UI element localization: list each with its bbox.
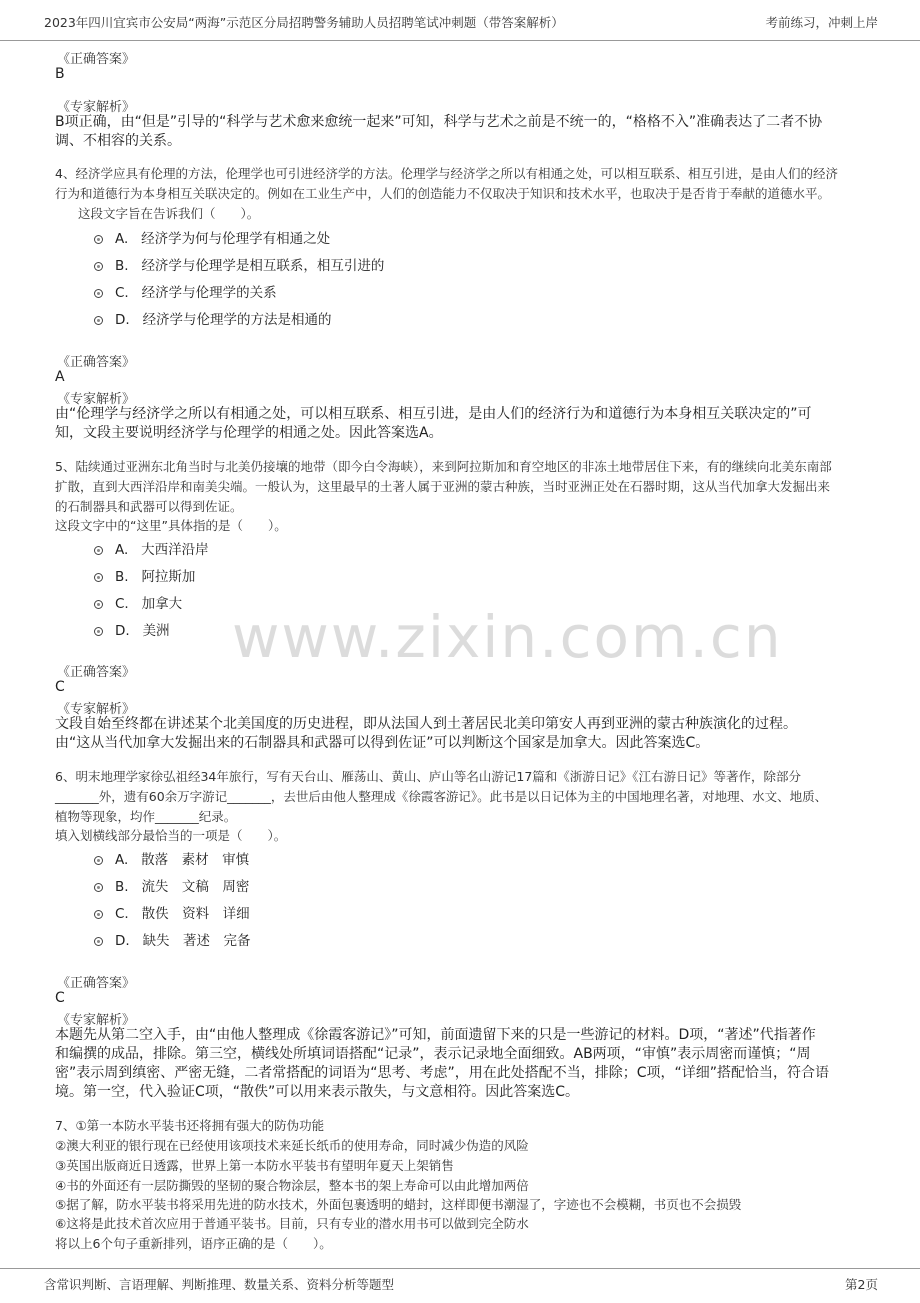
page-header bbox=[0, 0, 920, 41]
option-d[interactable] bbox=[115, 929, 251, 949]
option-text: 流失 文稿 周密 bbox=[141, 879, 250, 895]
radio-option-d[interactable] bbox=[94, 937, 103, 946]
option-letter: C. bbox=[115, 596, 129, 612]
answer-label: 《正确答案》 bbox=[57, 52, 136, 67]
option-letter: A. bbox=[115, 231, 129, 247]
question-stem-line: 扩散，直到大西洋沿岸和南美尖端。一般认为，这里最早的土著人属于亚洲的蒙古种族，当时亚洲正处在石器时期，这从当代加拿大发掘出来 bbox=[55, 479, 831, 494]
option-letter: D. bbox=[115, 312, 130, 328]
analysis-line: 调、不相容的关系。 bbox=[55, 133, 181, 149]
answer-value: C bbox=[55, 990, 65, 1006]
answer-label: 《正确答案》 bbox=[57, 976, 136, 991]
radio-option-a[interactable] bbox=[94, 546, 103, 555]
option-a[interactable] bbox=[115, 538, 209, 558]
option-letter: B. bbox=[115, 569, 129, 585]
analysis-line: 境。第一空，代入验证C项，“散佚”可以用来表示散失，与文意相符。因此答案选C。 bbox=[55, 1084, 580, 1100]
option-c[interactable] bbox=[115, 281, 277, 301]
header-slogan: 考前练习，冲刺上岸 bbox=[765, 15, 878, 30]
analysis-label: 《专家解析》 bbox=[57, 100, 136, 115]
option-text: 美洲 bbox=[142, 623, 170, 639]
question-stem-line: ②澳大利亚的银行现在已经使用该项技术来延长纸币的使用寿命，同时减少伪造的风险 bbox=[55, 1138, 529, 1153]
answer-label: 《正确答案》 bbox=[57, 665, 136, 680]
answer-value: B bbox=[55, 66, 65, 82]
analysis-label: 《专家解析》 bbox=[57, 392, 136, 407]
page-footer bbox=[0, 1268, 920, 1303]
radio-option-c[interactable] bbox=[94, 600, 103, 609]
option-d[interactable] bbox=[115, 308, 332, 328]
analysis-label: 《专家解析》 bbox=[57, 702, 136, 717]
question-prompt: 将以上6个句子重新排列，语序正确的是（ ）。 bbox=[55, 1236, 332, 1251]
question-stem-line: 行为和道德行为本身相互关联决定的。例如在工业生产中，人们的创造能力不仅取决于知识和技术水平，也取决于是否肯于奉献的道德水平。 bbox=[55, 186, 831, 201]
question-stem-line: ③英国出版商近日透露，世界上第一本防水平装书有望明年夏天上架销售 bbox=[55, 1158, 454, 1173]
question-prompt: 这段文字中的“这里”具体指的是（ ）。 bbox=[55, 518, 287, 533]
option-letter: C. bbox=[115, 906, 129, 922]
option-a[interactable] bbox=[115, 848, 249, 868]
option-c[interactable] bbox=[115, 592, 182, 612]
radio-option-c[interactable] bbox=[94, 910, 103, 919]
option-b[interactable] bbox=[115, 875, 249, 895]
analysis-line: 知，文段主要说明经济学与伦理学的相通之处。因此答案选A。 bbox=[55, 425, 443, 441]
analysis-line: 本题先从第二空入手，由“由他人整理成《徐霞客游记》”可知，前面遗留下来的只是一些游记的材料。D项，“著述”代指著作 bbox=[55, 1027, 816, 1043]
question-stem-line: ④书的外面还有一层防撕毁的坚韧的聚合物涂层，整本书的架上寿命可以由此增加两倍 bbox=[55, 1178, 529, 1193]
radio-option-c[interactable] bbox=[94, 289, 103, 298]
analysis-line: 和编撰的成品，排除。第三空，横线处所填词语搭配“记录”，表示记录地全面细致。AB两项，“审慎”表示周密而谨慎；“周 bbox=[55, 1046, 811, 1062]
question-stem-line: 7、①第一本防水平装书还将拥有强大的防伪功能 bbox=[55, 1118, 325, 1133]
question-prompt: 这段文字旨在告诉我们（ ）。 bbox=[78, 206, 260, 221]
question-stem-line: _______外，遗有60余万字游记_______，去世后由他人整理成《徐霞客游记》。此书是以日记体为主的中国地理名著，对地理、水文、地质、 bbox=[55, 789, 828, 804]
watermark: www.zixin.com.cn bbox=[232, 603, 783, 671]
option-text: 阿拉斯加 bbox=[141, 569, 196, 585]
option-text: 大西洋沿岸 bbox=[141, 542, 209, 558]
page-number: 第2页 bbox=[845, 1277, 878, 1292]
radio-option-b[interactable] bbox=[94, 883, 103, 892]
option-letter: B. bbox=[115, 879, 129, 895]
option-b[interactable] bbox=[115, 565, 195, 585]
option-text: 散落 素材 审慎 bbox=[141, 852, 250, 868]
answer-value: A bbox=[55, 369, 65, 385]
option-d[interactable] bbox=[115, 619, 170, 639]
option-c[interactable] bbox=[115, 902, 250, 922]
radio-option-b[interactable] bbox=[94, 262, 103, 271]
question-prompt: 填入划横线部分最恰当的一项是（ ）。 bbox=[55, 828, 287, 843]
question-stem-line: 的石制器具和武器可以得到佐证。 bbox=[55, 499, 243, 514]
answer-label: 《正确答案》 bbox=[57, 355, 136, 370]
option-a[interactable] bbox=[115, 227, 330, 247]
option-letter: D. bbox=[115, 933, 130, 949]
radio-option-d[interactable] bbox=[94, 316, 103, 325]
radio-option-a[interactable] bbox=[94, 856, 103, 865]
analysis-line: 密”表示周到缜密、严密无缝，二者常搭配的词语为“思考、考虑”，用在此处搭配不当，排除；C项，“详细”搭配恰当，符合语 bbox=[55, 1065, 830, 1081]
question-stem-line: ⑤据了解，防水平装书将采用先进的防水技术，外面包裹透明的蜡封，这样即便书潮湿了，字迹也不会模糊，书页也不会损毁 bbox=[55, 1197, 742, 1212]
footer-topics: 含常识判断、言语理解、判断推理、数量关系、资料分析等题型 bbox=[44, 1277, 395, 1292]
analysis-line: 由“这从当代加拿大发掘出来的石制器具和武器可以得到佐证”可以判断这个国家是加拿大。因此答案选C。 bbox=[55, 735, 710, 751]
analysis-line: 由“伦理学与经济学之所以有相通之处，可以相互联系、相互引进，是由人们的经济行为和道德行为本身相互关联决定的”可 bbox=[55, 406, 812, 422]
question-stem-line: 4、经济学应具有伦理的方法，伦理学也可引进经济学的方法。伦理学与经济学之所以有相通之处，可以相互联系、相互引进，是由人们的经济 bbox=[55, 166, 838, 181]
option-text: 散佚 资料 详细 bbox=[141, 906, 250, 922]
option-letter: A. bbox=[115, 542, 129, 558]
question-stem-line: 5、陆续通过亚洲东北角当时与北美仍接壤的地带（即今白令海峡），来到阿拉斯加和育空地区的非冻土地带居住下来，有的继续向北美东南部 bbox=[55, 459, 832, 474]
analysis-line: B项正确，由“但是”引导的“科学与艺术愈来愈统一起来”可知，科学与艺术之前是不统一的，“格格不入”准确表达了二者不协 bbox=[55, 114, 823, 130]
option-letter: B. bbox=[115, 258, 129, 274]
analysis-line: 文段自始至终都在讲述某个北美国度的历史进程，即从法国人到土著居民北美印第安人再到亚洲的蒙古种族演化的过程。 bbox=[55, 716, 797, 732]
option-b[interactable] bbox=[115, 254, 384, 274]
option-text: 经济学与伦理学的方法是相通的 bbox=[142, 312, 332, 328]
radio-option-d[interactable] bbox=[94, 627, 103, 636]
question-stem-line: 6、明末地理学家徐弘祖经34年旅行，写有天台山、雁荡山、黄山、庐山等名山游记17篇和《浙游日记》《江右游日记》等著作，除部分 bbox=[55, 769, 802, 784]
question-stem-line: 植物等现象，均作_______纪录。 bbox=[55, 809, 237, 824]
option-text: 经济学与伦理学的关系 bbox=[141, 285, 277, 301]
answer-value: C bbox=[55, 679, 65, 695]
question-stem-line: ⑥这将是此技术首次应用于普通平装书。目前，只有专业的潜水用书可以做到完全防水 bbox=[55, 1216, 529, 1231]
radio-option-a[interactable] bbox=[94, 235, 103, 244]
option-letter: A. bbox=[115, 852, 129, 868]
document-title: 2023年四川宜宾市公安局“两海”示范区分局招聘警务辅助人员招聘笔试冲刺题（带答案解析） bbox=[44, 15, 564, 30]
radio-option-b[interactable] bbox=[94, 573, 103, 582]
analysis-label: 《专家解析》 bbox=[57, 1013, 136, 1028]
option-text: 缺失 著述 完备 bbox=[142, 933, 251, 949]
option-letter: D. bbox=[115, 623, 130, 639]
option-letter: C. bbox=[115, 285, 129, 301]
option-text: 经济学与伦理学是相互联系，相互引进的 bbox=[141, 258, 385, 274]
option-text: 经济学为何与伦理学有相通之处 bbox=[141, 231, 331, 247]
option-text: 加拿大 bbox=[141, 596, 183, 612]
